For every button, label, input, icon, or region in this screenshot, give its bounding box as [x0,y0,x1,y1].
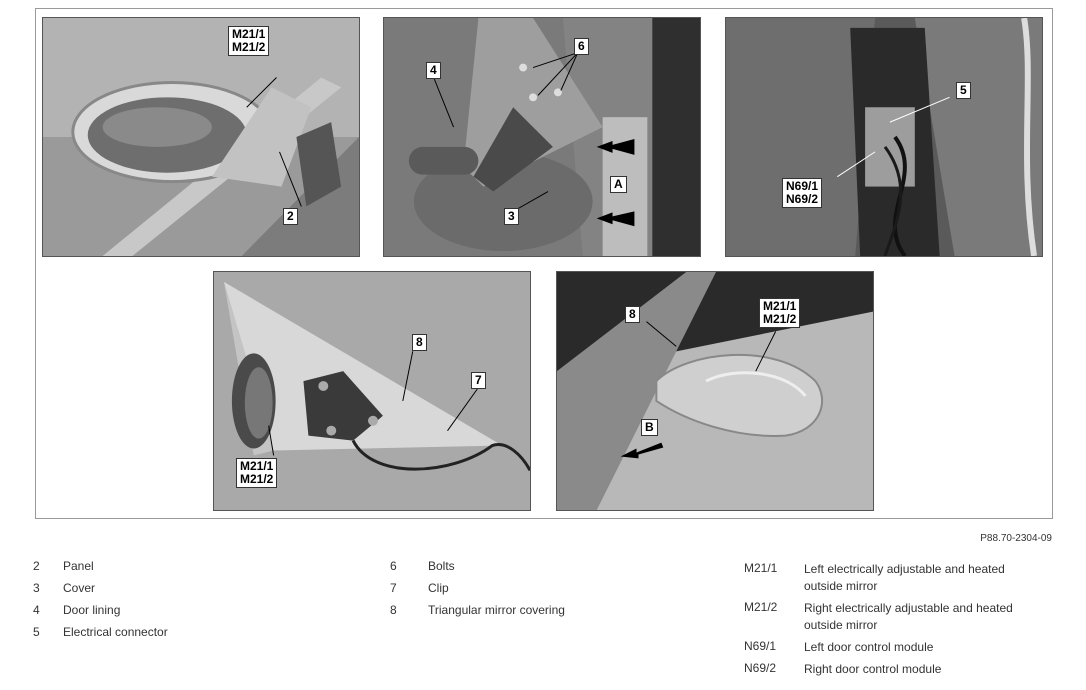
legend-text: Right electrically adjustable and heated outside mirror [804,601,1013,632]
legend-item [744,639,1014,656]
callout-2: 2 [283,208,298,225]
legend-item [33,581,168,603]
legend-middle [390,559,565,625]
legend-item [390,581,565,603]
callout-7: 7 [471,372,486,389]
callout-m21-2: M21/2 [232,40,266,54]
legend-num: 4 [33,603,40,617]
photo-connector [725,17,1043,257]
callout-m21 [236,458,277,488]
callout-m21-1: M21/1 [232,27,266,41]
legend-item [33,625,168,647]
callout-8: 8 [625,306,640,323]
legend-item [390,603,565,625]
callout-m21-1: M21/1 [763,299,797,313]
legend-text: Triangular mirror covering [428,603,565,617]
legend-text: Clip [428,581,449,595]
legend-code: N69/2 [744,661,777,675]
callout-m21 [759,298,800,328]
legend-left [33,559,168,647]
callout-4: 4 [426,62,441,79]
callout-m21-2: M21/2 [763,312,797,326]
photo-triangular-covering [213,271,531,511]
legend-code: N69/1 [744,639,777,653]
callout-n69-1: N69/1 [786,179,819,193]
callout-m21-2: M21/2 [240,472,274,486]
legend-code: M21/2 [744,600,778,614]
callout-A: A [610,176,627,193]
legend-item [744,561,1014,595]
legend-num: 3 [33,581,40,595]
legend-num: 6 [390,559,397,573]
legend-text: Panel [63,559,94,573]
legend-item [33,603,168,625]
callout-B: B [641,419,658,436]
callout-m21 [228,26,269,56]
legend-text: Bolts [428,559,455,573]
legend-code: M21/1 [744,561,778,575]
legend-item [33,559,168,581]
callout-8: 8 [412,334,427,351]
legend-text: Left door control module [804,640,934,654]
photo-mirror-panel [42,17,360,257]
legend-text: Right door control module [804,662,942,676]
legend-text: Door lining [63,603,121,617]
legend-num: 7 [390,581,397,595]
legend-text: Electrical connector [63,625,168,639]
callout-3: 3 [504,208,519,225]
legend-item [744,600,1014,634]
legend-num: 2 [33,559,40,573]
photo-door-bolts [383,17,701,257]
legend-num: 8 [390,603,397,617]
legend-text: Cover [63,581,96,595]
callout-m21-1: M21/1 [240,459,274,473]
legend-item [744,661,1014,678]
callout-6: 6 [574,38,589,55]
callout-n69 [782,178,822,208]
photo-mirror-removal [556,271,874,511]
legend-right [744,561,1014,683]
figure-id: P88.70-2304-09 [980,533,1052,544]
callout-5: 5 [956,82,971,99]
callout-n69-2: N69/2 [786,192,819,206]
legend-text: Left electrically adjustable and heated outside mirror [804,562,1005,593]
legend-num: 5 [33,625,40,639]
legend-item [390,559,565,581]
